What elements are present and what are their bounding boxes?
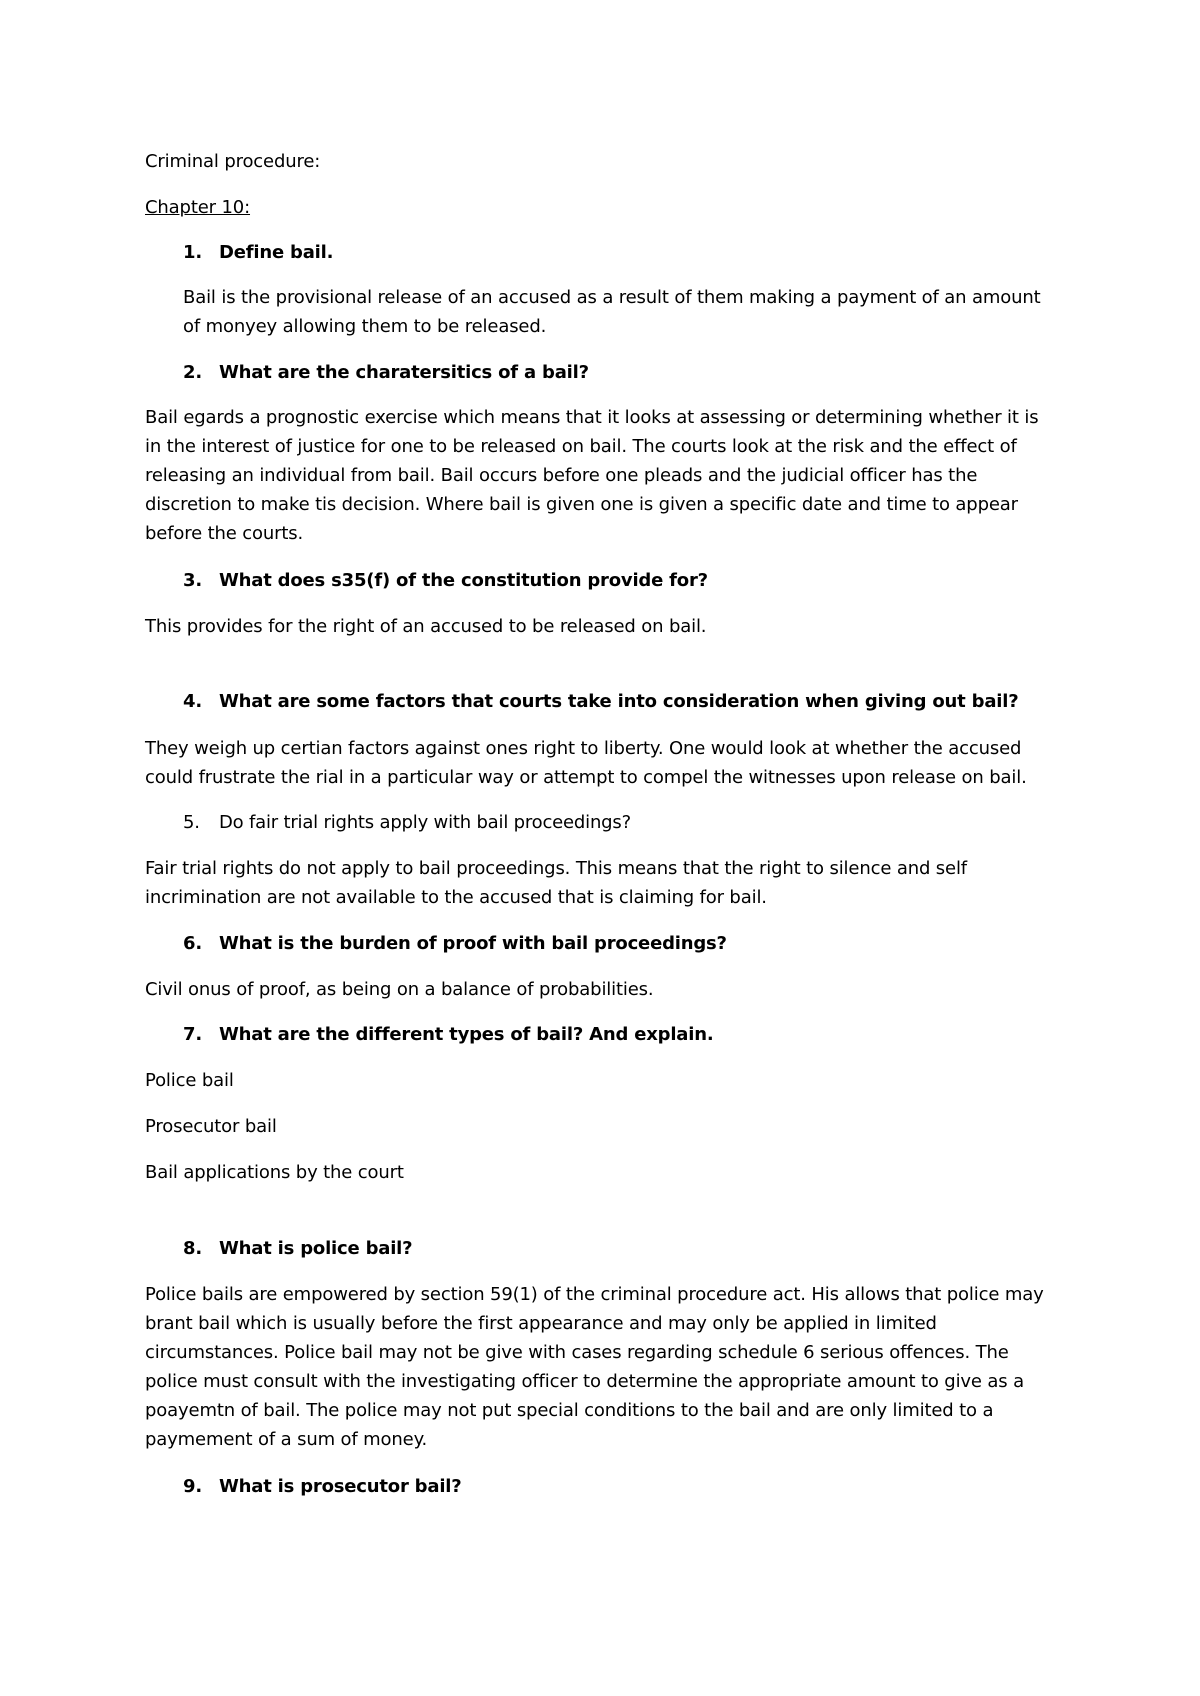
question-text: What are some factors that courts take into consideration when giving out bail? bbox=[219, 691, 1019, 712]
answer-line: paymement of a sum of money. bbox=[145, 1429, 428, 1450]
question-text: What are the charatersitics of a bail? bbox=[219, 362, 589, 383]
answer-line: discretion to make tis decision. Where bail is given one is given a specific date and time to appear bbox=[145, 494, 1018, 515]
answer-line: Bail is the provisional release of an accused as a result of them making a payment of an amount bbox=[183, 287, 1041, 308]
question-number: 5. bbox=[183, 812, 200, 833]
question-number: 6. bbox=[183, 933, 202, 954]
answer-line: police must consult with the investigating officer to determine the appropriate amount to give as a bbox=[145, 1371, 1024, 1392]
question-number: 8. bbox=[183, 1238, 202, 1259]
question-text: What does s35(f) of the constitution provide for? bbox=[219, 570, 708, 591]
answer-line: brant bail which is usually before the first appearance and may only be applied in limited bbox=[145, 1313, 937, 1334]
answer-line: Fair trial rights do not apply to bail proceedings. This means that the right to silence and self bbox=[145, 858, 967, 879]
answer-line: could frustrate the rial in a particular way or attempt to compel the witnesses upon release on bail. bbox=[145, 767, 1027, 788]
answer-line: incrimination are not available to the accused that is claiming for bail. bbox=[145, 887, 767, 908]
answer-line: Bail egards a prognostic exercise which means that it looks at assessing or determining whether it is bbox=[145, 407, 1039, 428]
answer-line: They weigh up certian factors against ones right to liberty. One would look at whether the accused bbox=[145, 738, 1022, 759]
answer-line: before the courts. bbox=[145, 523, 304, 544]
answer-line: releasing an individual from bail. Bail occurs before one pleads and the judicial officer has the bbox=[145, 465, 978, 486]
answer-line: Prosecutor bail bbox=[145, 1116, 277, 1137]
question-text: What is prosecutor bail? bbox=[219, 1476, 462, 1497]
question-number: 3. bbox=[183, 570, 202, 591]
document-title: Criminal procedure: bbox=[145, 151, 321, 172]
question-number: 4. bbox=[183, 691, 202, 712]
question-text: What is the burden of proof with bail proceedings? bbox=[219, 933, 727, 954]
question-number: 1. bbox=[183, 242, 202, 263]
answer-line: of monyey allowing them to be released. bbox=[183, 316, 547, 337]
question-text: Define bail. bbox=[219, 242, 334, 263]
answer-line: Bail applications by the court bbox=[145, 1162, 404, 1183]
answer-line: Civil onus of proof, as being on a balance of probabilities. bbox=[145, 979, 654, 1000]
chapter-heading: Chapter 10: bbox=[145, 197, 251, 218]
answer-line: Police bails are empowered by section 59(1) of the criminal procedure act. His allows that police may bbox=[145, 1284, 1044, 1305]
answer-line: in the interest of justice for one to be released on bail. The courts look at the risk and the effect of bbox=[145, 436, 1017, 457]
question-number: 2. bbox=[183, 362, 202, 383]
answer-line: This provides for the right of an accused to be released on bail. bbox=[145, 616, 707, 637]
answer-line: poayemtn of bail. The police may not put special conditions to the bail and are only limited to a bbox=[145, 1400, 994, 1421]
question-number: 7. bbox=[183, 1024, 202, 1045]
question-text: Do fair trial rights apply with bail proceedings? bbox=[219, 812, 631, 833]
question-text: What is police bail? bbox=[219, 1238, 413, 1259]
question-number: 9. bbox=[183, 1476, 202, 1497]
answer-line: Police bail bbox=[145, 1070, 234, 1091]
answer-line: circumstances. Police bail may not be give with cases regarding schedule 6 serious offences. The bbox=[145, 1342, 1009, 1363]
question-text: What are the different types of bail? And explain. bbox=[219, 1024, 714, 1045]
